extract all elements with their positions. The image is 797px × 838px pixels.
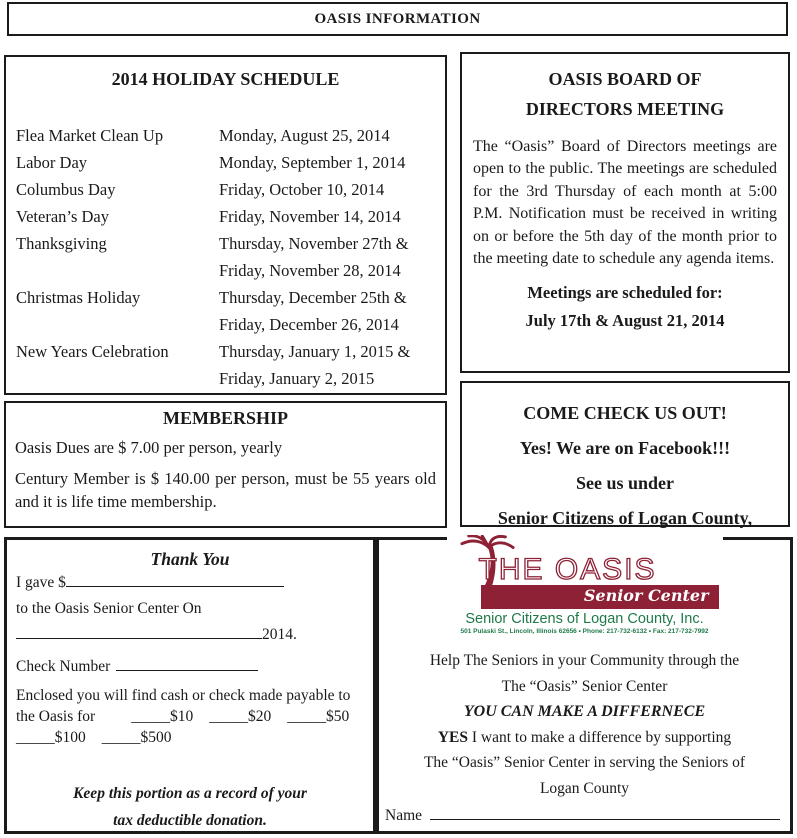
table-row (12, 230, 439, 284)
table-row (12, 149, 439, 176)
table-row (12, 176, 439, 203)
check-number-row (16, 654, 364, 680)
table-row (12, 284, 439, 338)
logo-org-line: Senior Citizens of Logan County, Inc. (465, 611, 704, 627)
table-row (12, 338, 439, 392)
amounts-row-2 (16, 727, 364, 748)
logo-name: THE OASIS (478, 553, 657, 586)
donation-date-row (16, 622, 364, 648)
facebook-line: See us under (575, 473, 674, 493)
holiday-name: New Years Celebration (16, 342, 169, 361)
difference-line: YOU CAN MAKE A DIFFERNECE (463, 703, 706, 720)
keep-line1: Keep this portion as a record of your (73, 785, 307, 802)
amount-option-10[interactable]: _____$10 (131, 708, 194, 725)
gave-amount-row (16, 570, 364, 596)
enclosed-prefix: the Oasis for (16, 708, 96, 725)
amount-option-20[interactable]: _____$20 (209, 708, 272, 725)
logo-banner: Senior Center (481, 585, 719, 609)
membership-century: Century Member is $ 140.00 per person, must be 55 years old and it is life time membership. (15, 469, 436, 511)
holiday-date: Friday, October 10, 2014 (219, 180, 385, 199)
table-row (12, 203, 439, 230)
serving-line: The “Oasis” Senior Center in serving the Seniors of (423, 754, 746, 771)
pledge-box (376, 537, 793, 834)
holiday-date: Thursday, December 25th & (219, 288, 407, 307)
donation-form-title: Thank You (150, 549, 230, 569)
donation-form-box (4, 537, 376, 834)
enclosed-paragraph (16, 685, 364, 748)
facebook-line: Yes! We are on Facebook!!! (519, 438, 731, 458)
header-box (7, 2, 788, 36)
logo-address-line: 501 Pulaski St., Lincoln, Illinois 62656 • Phone: 217-732-6132 • Fax: 217-732-7992 (460, 628, 709, 635)
facebook-box (460, 381, 790, 527)
board-title-line1: OASIS BOARD OF (548, 69, 702, 89)
holiday-name: Thanksgiving (16, 234, 107, 253)
yes-line (379, 725, 790, 751)
gave-label: I gave $ (16, 574, 66, 591)
board-meeting-body: The “Oasis” Board of Directors meetings are open to the public. The meetings are scheduled for the 3rd Thursday of each month at 5:00 P.M. Notification must be received in writing on or before the 5th day of the month prior to the meeting date to schedule any agenda items. (473, 138, 777, 268)
county-line: Logan County (539, 779, 630, 797)
holiday-name: Flea Market Clean Up (16, 126, 164, 145)
keep-line2: tax deductible donation. (113, 812, 267, 829)
yes-bold: YES (437, 728, 468, 746)
holiday-name: Labor Day (16, 153, 88, 172)
holiday-schedule-title: 2014 HOLIDAY SCHEDULE (111, 69, 340, 89)
amount-option-100[interactable]: _____$100 (16, 729, 86, 746)
holiday-name: Christmas Holiday (16, 288, 141, 307)
oasis-logo (447, 533, 723, 636)
holiday-date: Friday, November 14, 2014 (219, 207, 401, 226)
check-number-field[interactable] (116, 656, 258, 671)
donation-date-field[interactable] (16, 624, 262, 639)
name-field[interactable] (430, 804, 780, 820)
holiday-name: Columbus Day (16, 180, 116, 199)
holiday-date: Thursday, January 1, 2015 & (219, 342, 411, 361)
keep-portion-note (16, 780, 364, 834)
facebook-line: COME CHECK US OUT! (523, 403, 727, 423)
amount-option-50[interactable]: _____$50 (287, 708, 350, 725)
amount-option-500[interactable]: _____$500 (101, 729, 172, 746)
holiday-schedule-table (12, 122, 439, 392)
holiday-schedule-box (4, 55, 447, 395)
membership-dues: Oasis Dues are $ 7.00 per person, yearly (15, 438, 283, 457)
name-row (379, 801, 790, 825)
holiday-date: Monday, August 25, 2014 (219, 126, 390, 145)
check-number-label: Check Number (16, 658, 111, 675)
board-meeting-title (473, 64, 777, 124)
holiday-date: Friday, January 2, 2015 (219, 369, 375, 388)
page-title: OASIS INFORMATION (314, 10, 481, 27)
board-meeting-box (460, 52, 790, 373)
name-label: Name (385, 807, 423, 824)
schedule-label: Meetings are scheduled for: (527, 283, 723, 303)
help-line1: Help The Seniors in your Community through the (429, 652, 740, 669)
holiday-date: Monday, September 1, 2014 (219, 153, 406, 172)
help-line2: The “Oasis” Senior Center (501, 677, 668, 695)
holiday-name: Veteran’s Day (16, 207, 110, 226)
logo-top (451, 535, 719, 585)
year-suffix: 2014. (262, 626, 297, 643)
membership-title: MEMBERSHIP (162, 408, 288, 428)
holiday-date: Thursday, November 27th & (219, 234, 409, 253)
board-meeting-schedule (473, 279, 777, 335)
table-row (12, 122, 439, 149)
amounts-row-1 (16, 706, 364, 727)
holiday-date: Friday, November 28, 2014 (219, 261, 401, 280)
yes-rest: I want to make a difference by supporting (468, 728, 732, 746)
schedule-dates: July 17th & August 21, 2014 (525, 311, 725, 331)
holiday-date: Friday, December 26, 2014 (219, 315, 399, 334)
board-title-line2: DIRECTORS MEETING (525, 99, 725, 119)
to-center-row: to the Oasis Senior Center On (16, 600, 202, 617)
enclosed-line1: Enclosed you will find cash or check made payable to (16, 687, 351, 704)
membership-box (4, 401, 447, 528)
facebook-line: Senior Citizens of Logan County, (497, 508, 753, 528)
gave-amount-field[interactable] (66, 572, 284, 587)
